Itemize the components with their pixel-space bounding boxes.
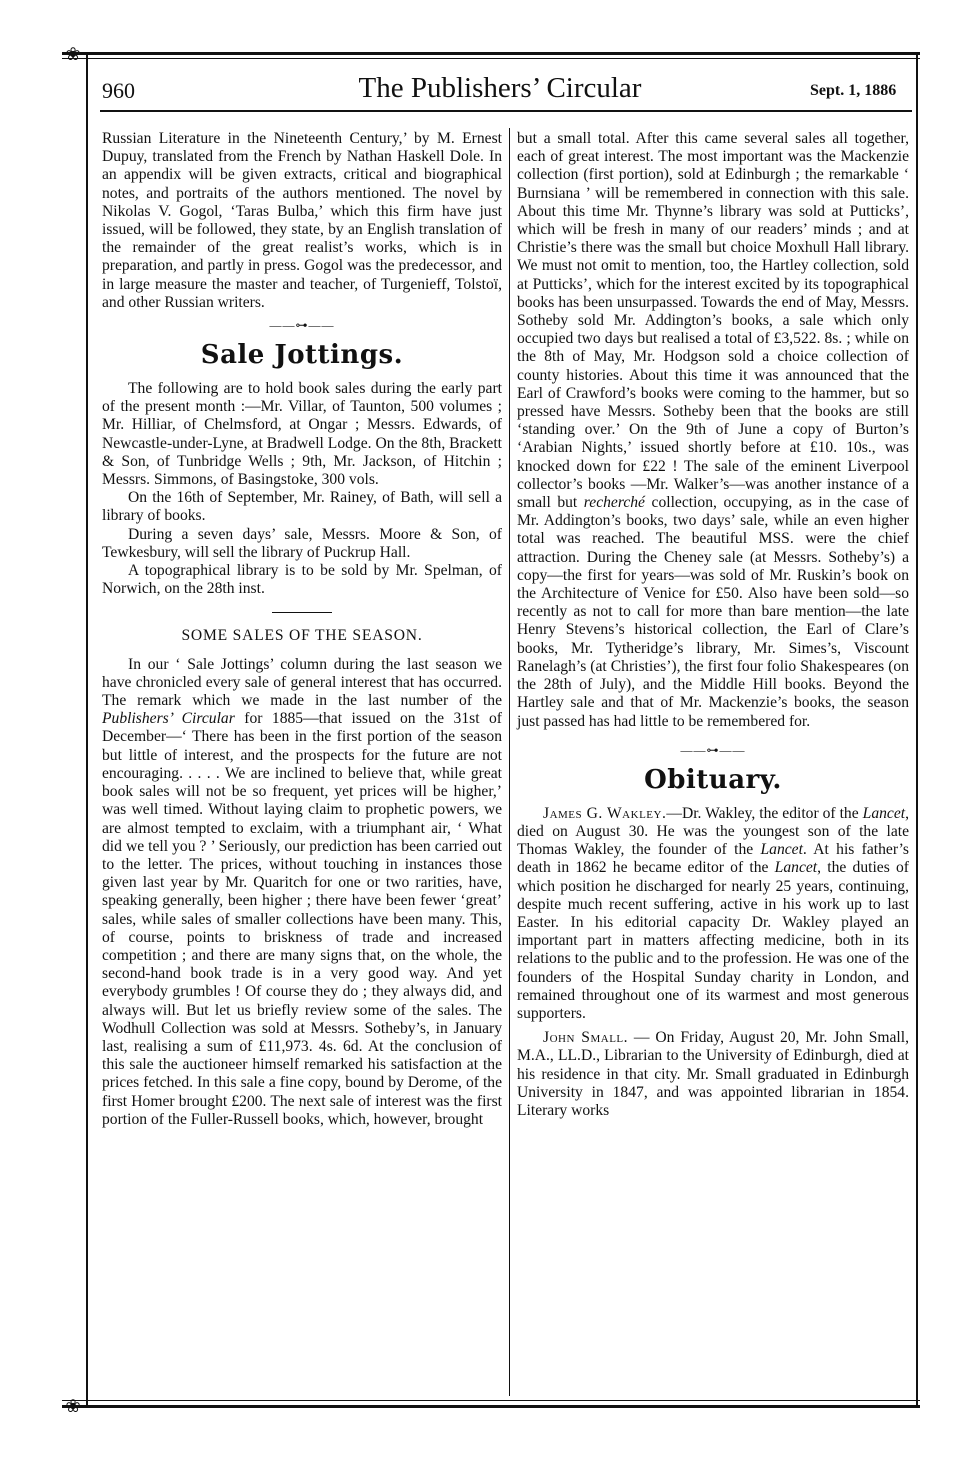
text-run: for 1885—that issued on the 31st of December—‘ There has been in the first portion of the season but little of interest, and the prospects for the future are not encouraging. . . . . We are inclined to believe that, while great book sales will not be so frequent, yet prices will be higher,’ was well timed. Without laying claim to prophetic powers, we are almost tempted to exclaim, with a triumphant air, ‘ What did we tell you ? ’ Seriously, our prediction has been carried out to the letter. The prices, without touching in instances those given last year by Mr. Quaritch for one or two rarities, have, speaking generally, been higher ; there have been fewer ‘great’ sales, while sales of smaller collections have been many. This, of course, points to briskness of trade and increased competition ; and there are many signs that, on the whole, the second-hand book trade is in a very good way. And yet everybody grumbles ! Of course they do ; they always did, and always will. But let us briefly review some of the sales. The Wodhull Collection was sold at Messrs. Sotheby’s, in January last, realising a sum of £11,973. 4s. 6d. At the conclusion of this sale the auctioneer himself remarked his satisfaction at the prices fetched. In this sale a fine copy, bound by Derome, of the first Homer brought £200. The next sale of interest was the first portion of the Fuller-Russell books, which, however, brought: [102, 710, 502, 1128]
italic-run: Lancet: [862, 804, 906, 822]
sale-paragraph: During a seven days’ sale, Messrs. Moore & Son, of Tewkesbury, will sell the library of Puckrup Hall.: [102, 525, 502, 561]
continuation-paragraph: [517, 130, 909, 731]
text-run: collection, occupying, as in the case of Mr. Addington’s books, two days’ sale, while an even higher total was reached. The beautiful MSS. were the chief attraction. During the Cheney sale (at Messrs. Sotheby’s) a copy—the first for years—was sold of Mr. Ruskin’s book on the Architecture of Venice for £50. Also have been sold—so recently as not to call for more than bare mention—the late Henry Stevens’s historical collection, the Earl of Clare’s books, Mr. Tytheridge’s library, Mr. Simes’s, Viscount Ranelagh’s (at Christies’), the first four folio Shakespeares (on the 28th of July), and the Middle Hill books. Beyond the Hartley sale and that of Mr. Mackenzie’s books, the season just passed has had little to be remembered for.: [517, 494, 909, 730]
text-run: — On Friday, August 20, Mr. John Small, M.A., LL.D., Librarian to the University of Edinburgh, died at his residence in that city. Mr. Small graduated in Edinburgh University in 1847, and was appointed librarian in 1854. Literary works: [517, 1029, 909, 1119]
text-run: , the duties of which position he discharged for nearly 25 years, continuing, despite much recent suffering, active in his work up to last Easter. In his editorial capacity Dr. Wakley played an important part in matters affecting medicine, both in its relations to the public and to the profession. He was one of the founders of the Hospital Sunday charity in London, and remained throughout one of its warmest and most generous supporters.: [517, 859, 910, 1022]
intro-paragraph: Russian Literature in the Nineteenth Century,’ by M. Ernest Dupuy, translated from the French by Nathan Haskell Dole. In an appendix will be given extracts, critical and biographical notes, and portraits of the authors mentioned. The novel by Nikolas V. Gogol, ‘Taras Bulba,’ which this firm have just issued, will be followed, they state, by an English translation of the remainder of the great realist’s works, which is in preparation, and partly in press. Gogol was the predecessor, and in large measure the master and teacher, of Turgenieff, Tolstoï, and other Russian writers.: [102, 130, 502, 311]
right-column: [517, 130, 909, 1120]
column-divider: [509, 128, 510, 1396]
corner-ornament-icon: ❀: [65, 44, 81, 64]
sale-paragraph: On the 16th of September, Mr. Rainey, of Bath, will sell a library of books.: [102, 489, 502, 525]
left-column: [102, 130, 502, 1129]
sale-jottings-heading: Sale Jottings.: [200, 340, 404, 371]
page-number: 960: [102, 78, 135, 103]
season-heading: SOME SALES OF THE SEASON.: [181, 627, 423, 645]
text-run: but a small total. After this came several sales all together, each of great interest. The most important was the Mackenzie collection (first portion), sold at Edinburgh ; the remarkable ‘ Burnsiana ’ will be remembered in connection with this sale. About this time Mr. Thynne’s library was sold at Putticks’, which will be fresh in many of our readers’ minds ; and at Christie’s there was the small but choice Moxhull Hall library. We must not omit to mention, too, the Hartley collection, sold at Putticks’, which for the interest excited by its topographical books has been unsurpassed. Towards the end of May, Messrs. Sotheby sold Mr. Addington’s books, a sale which only occupied two days but realised a total of £3,522. 8s. ; while on the 8th of May, Mr. Hodgson sold a choice collection of county histories. About this time it was announced that the Earl of Crawford’s books were coming to the hammer, but so pressed have Messrs. Sotheby been that the books are still ‘standing over.’ On the 9th of June a copy of Burton’s ‘Arabian Nights,’ issued shortly before at £10. 10s., was knocked down for £22 ! The sale of the eminent Liverpool collector’s books —Mr. Walker’s—was another instance of a small but: [517, 130, 909, 512]
obituary-name: John Small.: [543, 1029, 629, 1047]
text-run: , died on August 30. He was the youngest son of the late Thomas Wakley, the founder of the: [517, 804, 909, 859]
italic-run: Publishers’ Circular: [102, 710, 235, 728]
text-run: . At his father’s death in 1862 he became editor of the: [517, 841, 909, 877]
frame-rule-bottom: [62, 1405, 920, 1408]
frame-rule-top-thin: [62, 58, 920, 59]
sale-paragraph: The following are to hold book sales during the early part of the present month :—Mr. Villar, of Taunton, 500 volumes ; Mr. Hilliar, of Chelmsford, at Ongar ; Messrs. Edwards, of Newcastle-under-Lyne, at Bradwell Lodge. On the 8th, Brackett & Son, of Tunbridge Wells ; 9th, Mr. Jackson, of Hitchin ; Messrs. Simmons, of Basingstoke, 300 vols.: [102, 380, 502, 489]
italic-run: Lancet: [774, 859, 818, 877]
frame-rule-bottom-thin: [62, 1400, 920, 1401]
short-rule: [272, 612, 332, 613]
text-run: —Dr. Wakley, the editor of the: [666, 804, 863, 822]
header-rule: [100, 110, 912, 112]
obituary-small: [517, 1029, 909, 1120]
sale-paragraph: A topographical library is to be sold by Mr. Spelman, of Norwich, on the 28th inst.: [102, 562, 502, 598]
corner-ornament-icon: ❀: [65, 1396, 81, 1416]
italic-run: Lancet: [760, 841, 803, 859]
season-paragraph: [102, 656, 502, 1129]
obituary-wakley: [517, 805, 909, 1023]
frame-rule-top: [62, 52, 920, 55]
obituary-name: James G. Wakley.: [543, 804, 667, 822]
italic-run: recherché: [583, 494, 645, 512]
frame-rule-right: [916, 52, 918, 1408]
publication-title: The Publishers’ Circular: [358, 72, 642, 104]
obituary-heading: Obituary.: [644, 764, 782, 795]
text-run: In our ‘ Sale Jottings’ column during the last season we have chronicled every sale of general interest that has occurred. The remark which we made in the last number of the: [102, 655, 502, 710]
section-divider: ——⊶——: [680, 742, 746, 757]
section-divider: ——⊶——: [269, 318, 335, 333]
frame-rule-left: [86, 52, 88, 1408]
issue-date: Sept. 1, 1886: [810, 82, 897, 99]
